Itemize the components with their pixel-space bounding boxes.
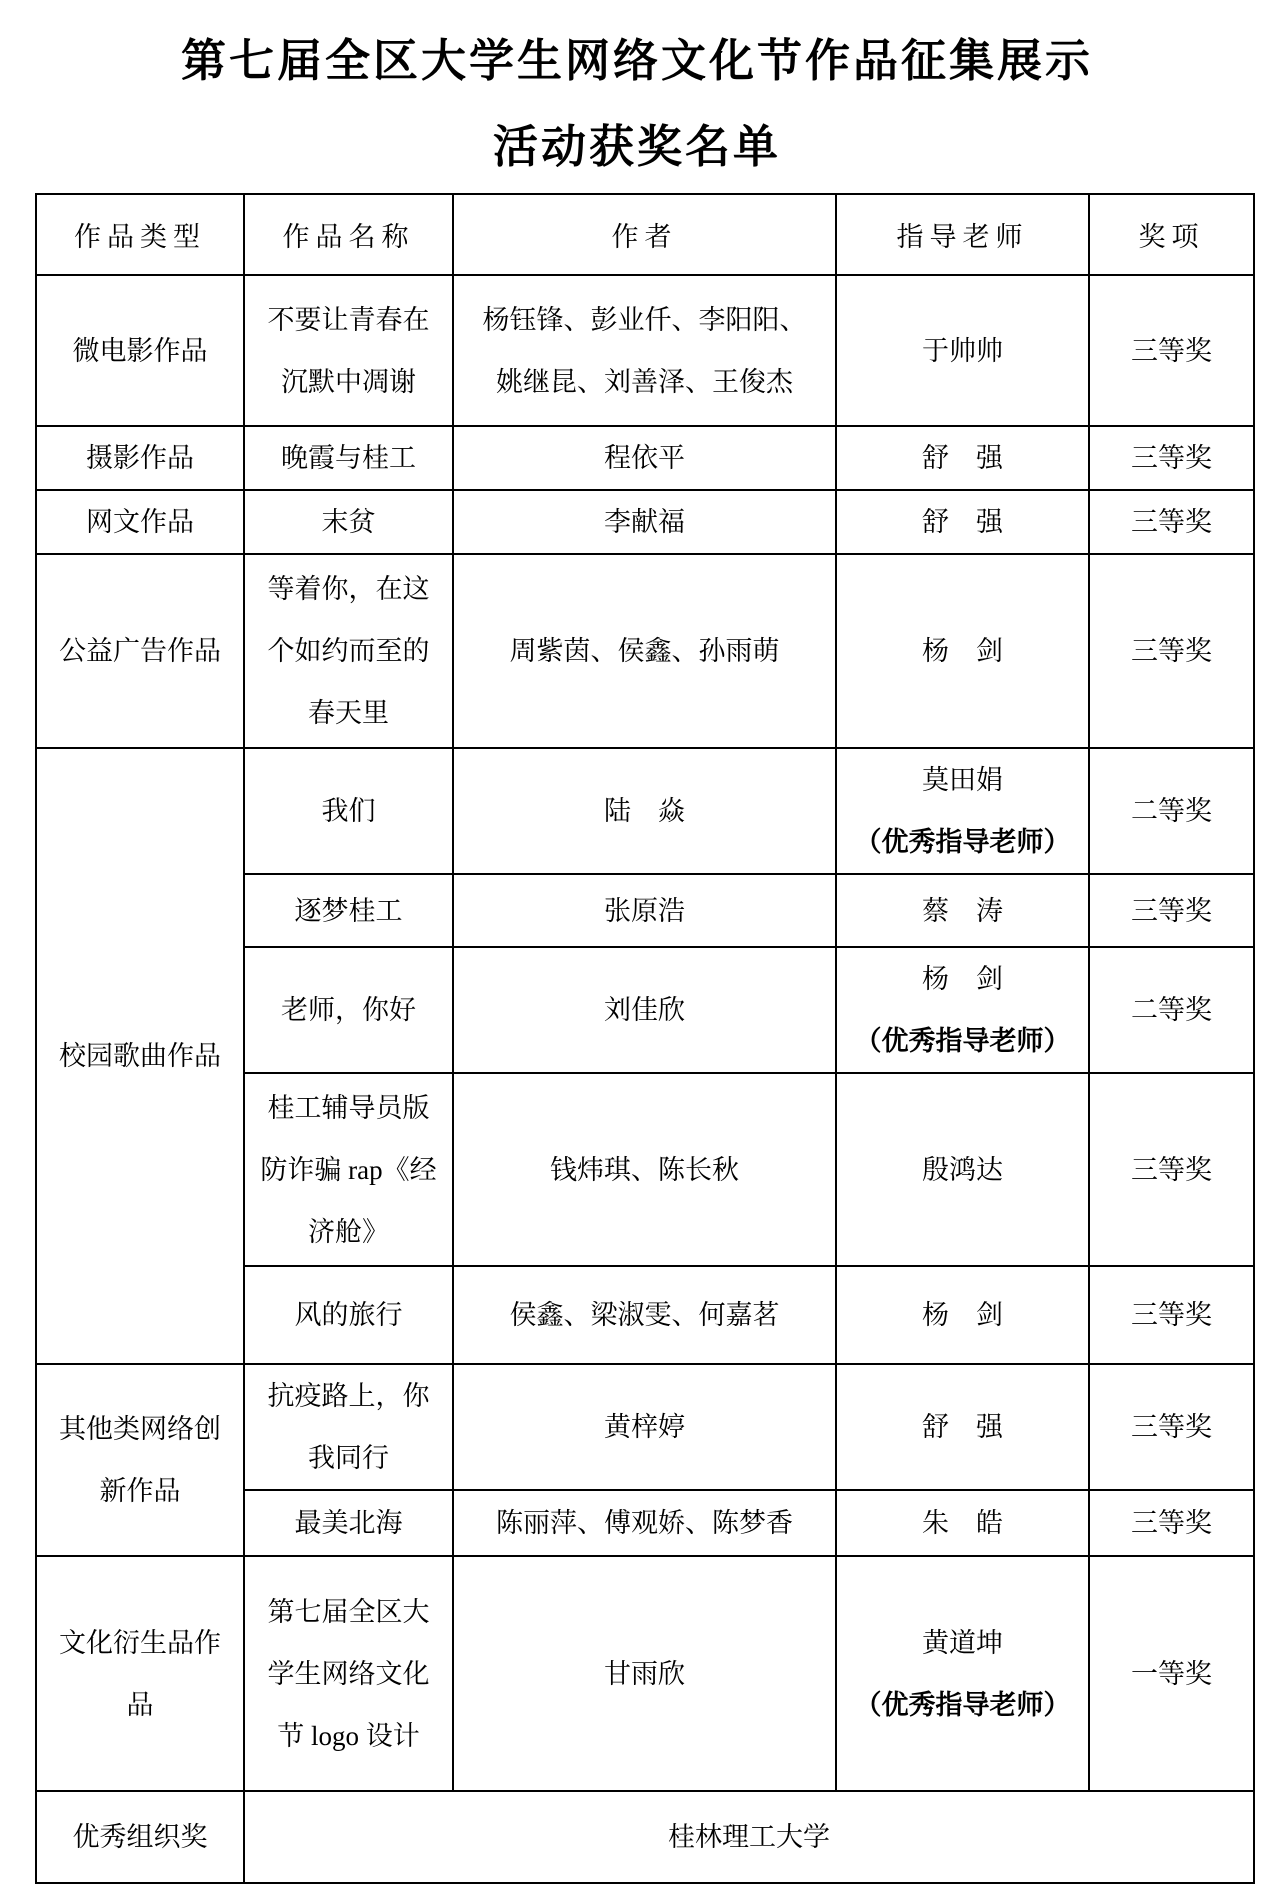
authors-cell <box>453 1364 836 1490</box>
authors-cell <box>453 1556 836 1791</box>
table-row <box>36 554 1254 748</box>
advisor-cell <box>836 275 1089 426</box>
authors-cell <box>453 1490 836 1556</box>
cell-text-line: （优秀指导老师） <box>854 827 1071 857</box>
cell-text-line: 抗疫路上，你 <box>267 1381 430 1411</box>
award-cell <box>1089 1073 1254 1266</box>
cell-text-line: （优秀指导老师） <box>854 1689 1071 1720</box>
work-type-cell <box>36 426 244 490</box>
cell-text-line: 杨 剑 <box>922 1300 1003 1330</box>
cell-text-line: 等着你，在这 <box>267 574 430 604</box>
authors-cell <box>453 874 836 947</box>
work-name-cell <box>244 554 453 748</box>
cell-text-line: 陈丽萍、傅观娇、陈梦香 <box>496 1508 793 1538</box>
cell-text-line: 老师，你好 <box>281 995 416 1025</box>
title-line-2: 活动获奖名单 <box>492 122 781 172</box>
work-name-cell <box>244 426 453 490</box>
cell-text-line: 二等奖 <box>1131 995 1212 1025</box>
cell-text-line: 个如约而至的 <box>267 636 430 666</box>
award-cell <box>1089 1364 1254 1490</box>
advisor-cell <box>836 874 1089 947</box>
cell-text-line: 杨 剑 <box>922 636 1003 666</box>
title-line-1: 第七届全区大学生网络文化节作品征集展示 <box>180 36 1093 86</box>
work-name-cell <box>244 874 453 947</box>
column-header-5: 奖项 <box>1089 194 1254 275</box>
column-header-3: 作者 <box>453 194 836 275</box>
cell-text-line: 春天里 <box>308 698 389 728</box>
work-name-cell <box>244 1266 453 1364</box>
cell-text-line: 节 logo 设计 <box>277 1720 420 1751</box>
cell-text-line: （优秀指导老师） <box>854 1026 1071 1056</box>
cell-text-line: 摄影作品 <box>86 443 194 473</box>
cell-text-line: 我同行 <box>308 1443 389 1473</box>
authors-cell <box>453 490 836 554</box>
authors-cell <box>453 554 836 748</box>
authors-cell <box>453 1073 836 1266</box>
cell-text-line: 杨 剑 <box>922 964 1003 994</box>
table-row <box>36 275 1254 426</box>
column-header-2: 作品名称 <box>244 194 453 275</box>
cell-text-line: 于帅帅 <box>922 335 1003 366</box>
cell-text-line: 三等奖 <box>1131 1508 1212 1538</box>
document-title <box>0 0 1274 190</box>
cell-text-line: 二等奖 <box>1131 796 1212 826</box>
advisor-cell <box>836 1266 1089 1364</box>
cell-text-line: 桂林理工大学 <box>668 1822 830 1852</box>
work-name-cell <box>244 1073 453 1266</box>
work-name-cell <box>244 748 453 874</box>
advisor-cell <box>836 1073 1089 1266</box>
cell-text-line: 微电影作品 <box>72 335 208 366</box>
award-cell <box>1089 554 1254 748</box>
work-name-cell <box>244 1364 453 1490</box>
cell-text-line: 我们 <box>321 796 376 826</box>
column-header-4: 指导老师 <box>836 194 1089 275</box>
cell-text-line: 一等奖 <box>1131 1658 1212 1689</box>
cell-text-line: 舒 强 <box>922 507 1003 537</box>
table-row <box>36 748 1254 874</box>
work-type-cell <box>36 1556 244 1791</box>
cell-text-line: 舒 强 <box>922 443 1003 473</box>
cell-text-line: 风的旅行 <box>294 1300 403 1330</box>
award-cell <box>1089 748 1254 874</box>
work-name-cell <box>244 275 453 426</box>
authors-cell <box>453 1266 836 1364</box>
work-name-cell <box>244 490 453 554</box>
cell-text-line: 三等奖 <box>1131 895 1212 926</box>
cell-text-line: 晚霞与桂工 <box>281 443 416 473</box>
award-cell <box>1089 275 1254 426</box>
cell-text-line: 公益广告作品 <box>59 636 221 666</box>
cell-text-line: 刘佳欣 <box>604 995 685 1025</box>
cell-text-line: 济舱》 <box>308 1216 389 1247</box>
organization-award-row <box>36 1791 1254 1883</box>
authors-cell <box>453 426 836 490</box>
advisor-cell <box>836 947 1089 1073</box>
cell-text-line: 三等奖 <box>1131 443 1212 473</box>
cell-text-line: 三等奖 <box>1131 335 1212 366</box>
cell-text-line: 张原浩 <box>604 895 685 926</box>
cell-text-line: 程依平 <box>604 443 685 473</box>
cell-text-line: 黄道坤 <box>922 1627 1003 1658</box>
cell-text-line: 钱炜琪、陈长秋 <box>550 1154 739 1185</box>
work-name-cell <box>244 1490 453 1556</box>
award-cell <box>1089 1556 1254 1791</box>
work-type-cell <box>36 1364 244 1556</box>
cell-text-line: 莫田娟 <box>922 765 1003 795</box>
cell-text-line: 殷鸿达 <box>922 1154 1003 1185</box>
advisor-cell <box>836 1556 1089 1791</box>
column-header-1: 作品类型 <box>36 194 244 275</box>
authors-cell <box>453 748 836 874</box>
award-cell <box>1089 490 1254 554</box>
advisor-cell <box>836 1364 1089 1490</box>
cell-text-line: 三等奖 <box>1131 507 1212 537</box>
work-type-cell <box>36 554 244 748</box>
table-row <box>36 426 1254 490</box>
cell-text-line: 舒 强 <box>922 1412 1003 1442</box>
cell-text-line: 文化衍生品作 <box>59 1627 221 1658</box>
cell-text-line: 甘雨欣 <box>604 1658 685 1689</box>
work-name-cell <box>244 947 453 1073</box>
work-type-cell <box>36 748 244 1364</box>
cell-text-line: 新作品 <box>99 1476 181 1506</box>
award-cell <box>1089 1490 1254 1556</box>
table-row <box>36 490 1254 554</box>
table-row <box>36 1556 1254 1791</box>
cell-text-line: 品 <box>126 1689 154 1720</box>
awards-table <box>35 193 1255 1884</box>
cell-text-line: 朱 皓 <box>922 1508 1003 1538</box>
cell-text-line: 沉默中凋谢 <box>281 366 416 397</box>
cell-text-line: 学生网络文化 <box>267 1658 430 1689</box>
cell-text-line: 三等奖 <box>1131 1154 1212 1185</box>
advisor-cell <box>836 490 1089 554</box>
cell-text-line: 杨钰锋、彭业仟、李阳阳、 <box>482 304 807 335</box>
organization-award-label-cell <box>36 1791 244 1883</box>
organization-award-winner-cell <box>244 1791 1254 1883</box>
cell-text-line: 侯鑫、梁淑雯、何嘉茗 <box>509 1300 780 1330</box>
cell-text-line: 不要让青春在 <box>267 304 430 335</box>
cell-text-line: 三等奖 <box>1131 1412 1212 1442</box>
cell-text-line: 黄梓婷 <box>604 1412 685 1442</box>
cell-text-line: 逐梦桂工 <box>294 895 403 926</box>
award-cell <box>1089 1266 1254 1364</box>
work-type-cell <box>36 275 244 426</box>
authors-cell <box>453 275 836 426</box>
cell-text-line: 优秀组织奖 <box>72 1822 208 1852</box>
cell-text-line: 其他类网络创 <box>59 1414 221 1444</box>
advisor-cell <box>836 554 1089 748</box>
cell-text-line: 蔡 涛 <box>922 895 1003 926</box>
advisor-cell <box>836 426 1089 490</box>
cell-text-line: 陆 焱 <box>604 796 685 826</box>
cell-text-line: 最美北海 <box>294 1508 403 1538</box>
work-name-cell <box>244 1556 453 1791</box>
work-type-cell <box>36 490 244 554</box>
award-cell <box>1089 426 1254 490</box>
cell-text-line: 三等奖 <box>1131 1300 1212 1330</box>
cell-text-line: 周紫茵、侯鑫、孙雨萌 <box>509 636 780 666</box>
cell-text-line: 校园歌曲作品 <box>59 1041 221 1071</box>
cell-text-line: 姚继昆、刘善泽、王俊杰 <box>496 366 793 397</box>
table-header-row <box>36 194 1254 275</box>
cell-text-line: 防诈骗 rap《经 <box>260 1154 437 1185</box>
award-cell <box>1089 874 1254 947</box>
cell-text-line: 网文作品 <box>86 507 194 537</box>
advisor-cell <box>836 748 1089 874</box>
cell-text-line: 李献福 <box>604 507 685 537</box>
table-row <box>36 1364 1254 1490</box>
award-cell <box>1089 947 1254 1073</box>
authors-cell <box>453 947 836 1073</box>
cell-text-line: 末贫 <box>321 507 376 537</box>
cell-text-line: 桂工辅导员版 <box>267 1092 430 1123</box>
cell-text-line: 三等奖 <box>1131 636 1212 666</box>
advisor-cell <box>836 1490 1089 1556</box>
cell-text-line: 第七届全区大 <box>267 1596 430 1627</box>
